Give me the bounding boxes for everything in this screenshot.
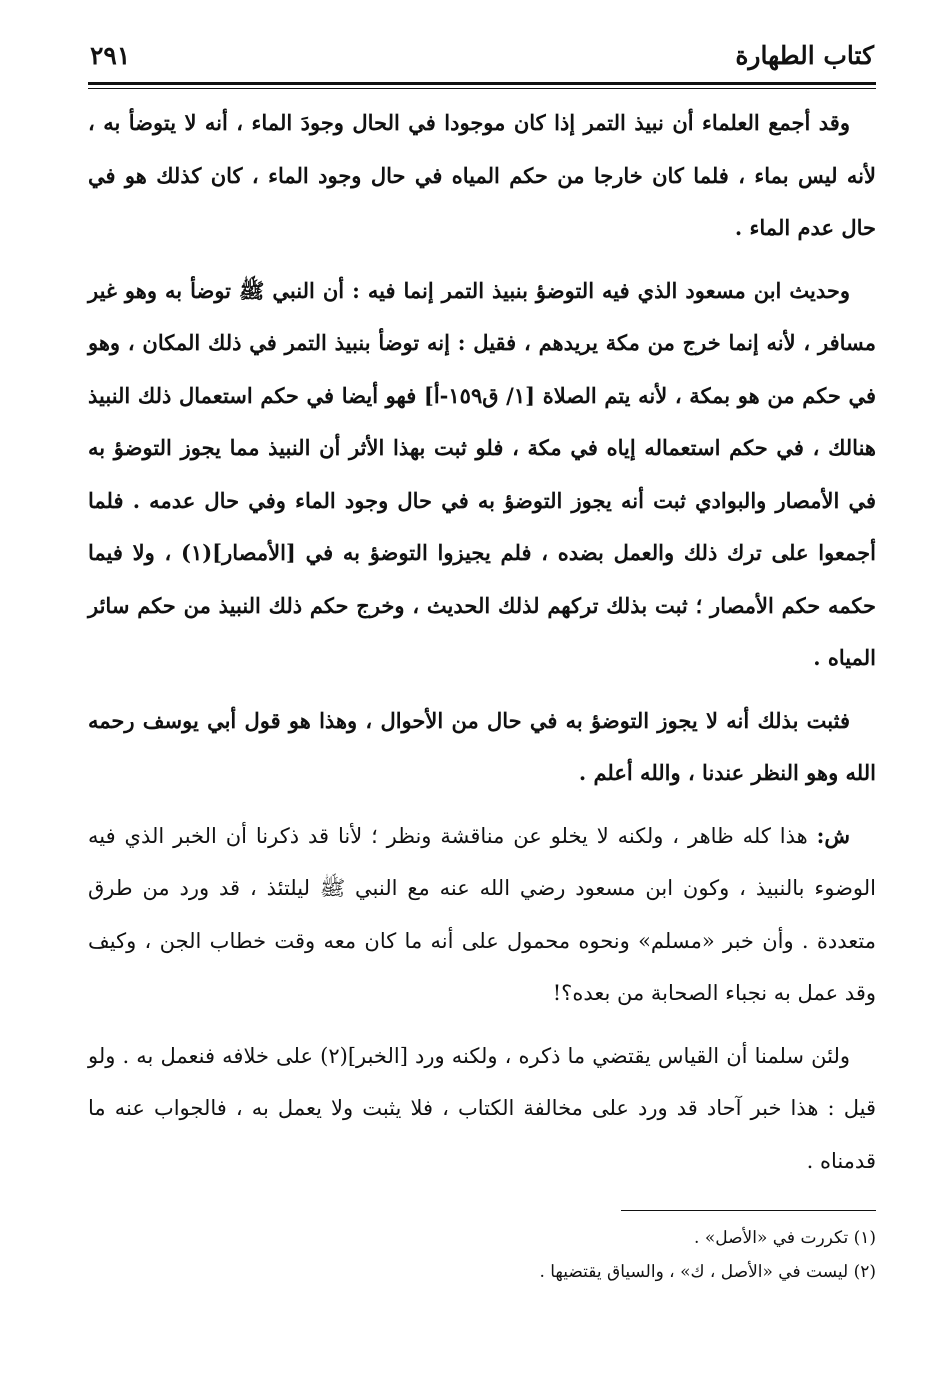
header-rule-thick: [88, 82, 876, 85]
commentary-marker: ش:: [816, 822, 850, 848]
page: [88, 36, 876, 1187]
chapter-title: كتاب الطهارة: [735, 41, 874, 70]
paragraph-1: وقد أجمع العلماء أن نبيذ التمر إذا كان موجودا في الحال وجودَ الماء ، أنه لا يتوضأ به ، لأنه ليس بماء ، فلما كان خارجا من حكم المياه في حال وجود الماء ، كان كذلك هو في حال عدم الماء .: [88, 110, 876, 240]
header-rule-thin: [88, 88, 876, 89]
main-text: [88, 97, 876, 1187]
footnote-list: [88, 1221, 876, 1289]
page-number: ٢٩١: [90, 41, 131, 70]
footnote-2: (٢) ليست في «الأصل ، ك» ، والسياق يقتضيها .: [539, 1262, 876, 1282]
footnote-rule: [621, 1210, 876, 1211]
paragraph-4: [88, 810, 876, 1020]
paragraph-3: فثبت بذلك أنه لا يجوز التوضؤ به في حال من الأحوال ، وهذا هو قول أبي يوسف رحمه الله وهو النظر عندنا ، والله أعلم .: [88, 707, 876, 785]
footnote-1: (١) تكررت في «الأصل» .: [694, 1228, 876, 1248]
paragraph-4-text: هذا كله ظاهر ، ولكنه لا يخلو عن مناقشة ونظر ؛ لأنا قد ذكرنا أن الخبر الذي فيه الوضوء بالنبيذ ، وكون ابن مسعود رضي الله عنه مع النبي ﷺ ليلتئذ ، قد ورد من طرق متعددة . وأن خبر «مسلم» ونحوه محمول على أنه ما كان معه وقت خطاب الجن ، وكيف وقد عمل به نجباء الصحابة من بعده؟!: [88, 823, 876, 1005]
running-header: [88, 36, 876, 76]
paragraph-5: ولئن سلمنا أن القياس يقتضي ما ذكره ، ولكنه ورد [الخبر](٢) على خلافه فنعمل به . ولو قيل : هذا خبر آحاد قد ورد على مخالفة الكتاب ، فلا يثبت ولا يعمل به ، فالجواب عنه ما قدمناه .: [88, 1043, 876, 1173]
footnotes: [88, 1210, 876, 1289]
paragraph-2: وحديث ابن مسعود الذي فيه التوضؤ بنبيذ التمر إنما فيه : أن النبي ﷺ توضأ به وهو غير مسافر ، لأنه إنما خرج من مكة يريدهم ، فقيل : إنه توضأ بنبيذ التمر في ذلك المكان ، وهو في حكم من هو بمكة ، لأنه يتم الصلاة [١/ ق١٥٩-أ] فهو أيضا في حكم استعمال ذلك النبيذ هنالك ، في حكم استعماله إياه في مكة ، فلو ثبت بهذا الأثر أن النبيذ مما يجوز التوضؤ به في الأمصار والبوادي ثبت أنه يجوز التوضؤ به في حال وجود الماء وفي حال عدمه . فلما أجمعوا على ترك ذلك والعمل بضده ، فلم يجيزوا التوضؤ به في [الأمصار](١) ، ولا فيما حكمه حكم الأمصار ؛ ثبت بذلك تركهم لذلك الحديث ، وخرج حكم ذلك النبيذ من حكم سائر المياه .: [88, 277, 876, 670]
